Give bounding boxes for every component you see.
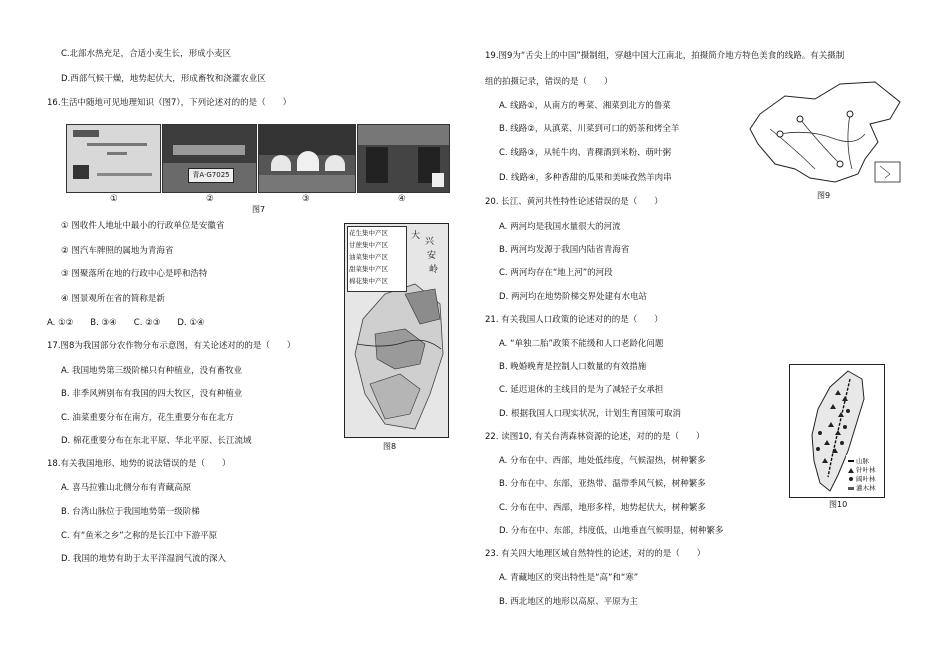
fig7-label-1: ① (110, 194, 118, 204)
q23-option-b: B. 西北地区的地形以高原、平原为主 (499, 597, 638, 607)
fig7-label-2: ② (206, 194, 214, 204)
fig7-photo-yurts (258, 124, 356, 193)
q20-option-a: A. 两河均是我国水量很大的河流 (499, 222, 621, 232)
fig8-legend-cotton: 棉花集中产区 (349, 277, 388, 285)
q23-option-a: A. 青藏地区的突出特性是“高”和“寒” (499, 573, 639, 583)
fig8-label-xing: 兴 (425, 237, 435, 247)
fig10-broadleaf-symbol (849, 477, 853, 481)
fig10-legend-broadleaf: 阔叶林 (856, 475, 876, 483)
q22-option-b: B. 分布在中、东部，亚热带、温带季风气候，树种繁多 (499, 479, 706, 489)
fig7-caption: 图7 (252, 205, 266, 214)
fig7-photo-car-plate: 青A·G7025 (162, 124, 257, 193)
fig8-crop-map (344, 223, 449, 438)
fig8-legend-sugarcane: 甘蔗集中产区 (349, 241, 388, 249)
fig7-label-4: ④ (398, 194, 406, 204)
q18-option-b: B. 台湾山脉位于我国地势第一级阶梯 (61, 507, 200, 517)
q23-question: 23. 有关四大地理区域自然特性的论述，对的的是（ ） (485, 549, 706, 559)
fig8-legend-sugarbeet: 甜菜集中产区 (349, 265, 388, 273)
q21-question: 21. 有关我国人口政策的论述对的的是（ ） (485, 315, 663, 325)
q22-question: 22. 读图10, 有关台湾森林资源的论述，对的的是（ ） (485, 432, 705, 442)
fig7-photo-street (357, 124, 450, 193)
q17-option-d: D. 棉花重要分布在东北平原、华北平原、长江流域 (61, 436, 252, 446)
q16-statement-2: ② 图汽车牌照的属地为青海省 (61, 246, 174, 256)
q16-statement-3: ③ 图聚落所在地的行政中心是呼和浩特 (61, 269, 208, 279)
q20-question: 20. 长江、黄河共性特性论述错误的是（ ） (485, 197, 663, 207)
fig9-caption: 图9 (817, 191, 831, 200)
q19-option-d: D. 线路④，多种香甜的瓜果和美味孜然羊肉串 (499, 173, 672, 183)
fig8-legend-rapeseed: 油菜集中产区 (349, 253, 388, 261)
q15-option-d: D.西部气候干燥，地势起伏大，形成畜牧和浇灌农业区 (61, 74, 266, 84)
q16-statement-4: ④ 图景观所在省的简称是新 (61, 294, 165, 304)
q18-option-d: D. 我国的地势有助于太平洋湿润气流的深入 (61, 554, 226, 564)
fig10-mountain-symbol (848, 460, 854, 462)
fig10-legend-shrub: 灌木林 (856, 484, 876, 492)
q21-option-b: B. 晚婚晚育是控制人口数量的有效措施 (499, 362, 647, 372)
q22-option-a: A. 分布在中、西部，地处低纬度，气候湿热，树种繁多 (499, 456, 706, 466)
q18-question: 18.有关我国地形、地势的说法错误的是（ ） (47, 459, 231, 469)
q20-option-d: D. 两河均在地势阶梯交界处建有水电站 (499, 292, 647, 302)
fig8-caption: 图8 (383, 442, 397, 451)
q19-question-line1: 19.图9为“舌尖上的中国”摄制组，穿越中国大江南北，拍摄简介地方特色美食的线路。有关摄制 (485, 51, 845, 61)
q19-option-a: A. 线路①，从南方的粤菜、湘菜到北方的鲁菜 (499, 101, 671, 111)
q19-option-b: B. 线路②，从滇菜、川菜到可口的奶茶和烤全羊 (499, 124, 680, 134)
q19-option-c: C. 线路③，从牦牛肉、青稞酒到米粉、萌叶粥 (499, 148, 671, 158)
q19-question-line2: 组的拍摄记录，错误的是（ ） (485, 77, 613, 87)
fig10-conifer-symbol (848, 468, 854, 473)
q17-option-b: B. 非季风辨别布有我国的四大牧区，没有种植业 (61, 389, 243, 399)
q22-option-c: C. 分布在中、西部，地形多样，地势起伏大，树种繁多 (499, 503, 706, 513)
q17-question: 17.图8为我国部分农作物分布示意图，有关论述对的的是（ ） (47, 341, 296, 351)
fig10-legend-mountain: 山脉 (856, 457, 869, 465)
q20-option-b: B. 两河均发源于我国内陆省青海省 (499, 245, 630, 255)
q17-option-c: C. 油菜重要分布在南方，花生重要分布在北方 (61, 413, 234, 423)
fig10-taiwan-forest-map (789, 364, 885, 498)
q21-option-c: C. 延迟退休的主线目的是为了减轻子女承担 (499, 385, 664, 395)
q16-choices: A. ①② B. ③④ C. ②③ D. ①④ (47, 318, 205, 328)
fig8-legend-peanut: 花生集中产区 (349, 229, 388, 237)
fig8-label-da: 大 (411, 231, 421, 241)
q22-option-d: D. 分布在中、东部，纬度低，山地垂直气候明显，树种繁多 (499, 526, 724, 536)
fig8-label-ling: 岭 (429, 265, 439, 275)
q15-option-c: C.北部水热充足，合适小麦生长，形成小麦区 (61, 49, 232, 59)
q16-question: 16.生活中随地可见地理知识（图7），下列论述对的的是（ ） (47, 98, 292, 108)
fig8-label-an: 安 (427, 251, 437, 261)
q18-option-c: C. 有“鱼米之乡”之称的是长江中下游平原 (61, 531, 218, 541)
fig9-china-route-map (740, 74, 910, 189)
q16-statement-1: ① 图收件人地址中最小的行政单位是安徽省 (61, 221, 225, 231)
q21-option-a: A. “单独二胎”政策不能缓和人口老龄化问题 (499, 339, 664, 349)
q21-option-d: D. 根据我国人口现实状况，计划生育国策可取消 (499, 409, 681, 419)
q17-option-a: A. 我国地势第三级阶梯只有种植业，没有畜牧业 (61, 366, 243, 376)
fig10-caption: 图10 (829, 500, 848, 509)
fig10-shrub-symbol (848, 487, 854, 490)
fig7-label-3: ③ (302, 194, 310, 204)
q20-option-c: C. 两河均存在“地上河”的河段 (499, 268, 613, 278)
q18-option-a: A. 喜马拉雅山北侧分布有青藏高原 (61, 483, 192, 493)
fig7-photo-envelope (66, 124, 161, 193)
fig10-legend-conifer: 针叶林 (856, 466, 876, 474)
